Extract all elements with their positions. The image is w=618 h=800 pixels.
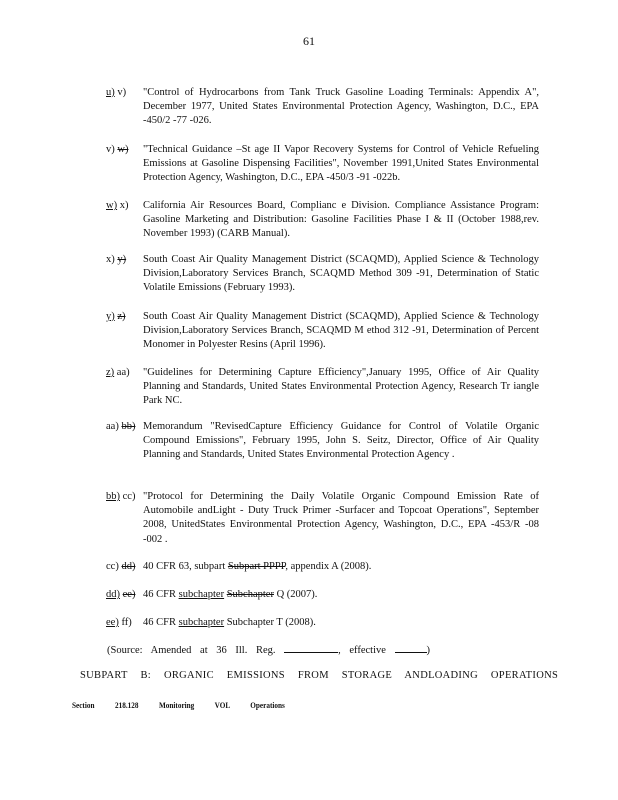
new-label: v) [106,144,115,155]
old-label: z) [117,311,126,322]
reference-entry [107,86,539,129]
entry-text: California Air Resources Board, Complianc e Division. Compliance Assistance Program: Gasoline Marketing and Distribution: Gasoline Facilities Phase I & II (October 1988,rev. November 1993) (CARB Manual). [143,200,539,240]
subpart-heading: SUBPART B: ORGANIC EMISSIONS FROM STORAGE ANDLOADING OPERATIONS [80,670,559,681]
entry-label [106,366,130,380]
new-label: ee) [106,617,119,628]
entry-text-part: 46 CFR [143,617,179,628]
new-label: z) [106,367,115,378]
reference-entry [107,490,539,547]
section-line: Section 218.128 Monitoring VOL Operations [72,700,285,710]
reference-entry [107,588,539,602]
old-label: dd) [121,561,136,572]
entry-text-part: Subchapter [226,589,274,600]
entry-label [106,420,135,434]
new-label: y) [106,311,115,322]
entry-text: South Coast Air Quality Management District (SCAQMD), Applied Science & Technology Division,Laboratory Services Branch, SCAQMD Method 309 -91, Determination of Static Volatile Emissions (February 1993). [143,254,539,294]
source-suffix: ) [426,645,431,656]
entry-label [106,560,135,574]
reference-entry [107,366,539,409]
old-label: y) [117,254,127,265]
entry-text: "Technical Guidance –St age II Vapor Recovery Systems for Control of Vehicle Refueling Emissions at Gasoline Dispensing Facilities", November 1991,United States Environmental Protection Agency, Washington, D.C., EPA -450/3 -91 -022b. [143,144,539,184]
entry-text: Memorandum "RevisedCapture Efficiency Guidance for Control of Volatile Organic Compound Emissions", February 1995, John S. Seitz, Director, Office of Air Quality Planning and Standards, United States Environmental Protection Agency . [143,421,539,461]
reference-entry [107,310,539,353]
entry-text: South Coast Air Quality Management District (SCAQMD), Applied Science & Technology Division,Laboratory Services Branch, SCAQMD M ethod 312 -91, Determination of Percent Monomer in Polyester Resins (April 1996). [143,311,539,351]
entry-text-part: , appendix A (2008). [285,561,372,572]
source-prefix: (Source: Amended at 36 Ill. Reg. [107,645,276,656]
old-label: ff) [121,617,132,628]
reference-entry [107,199,539,242]
old-label: w) [117,144,129,155]
source-middle: , effective [338,645,386,656]
old-label: aa) [116,367,130,378]
old-label: cc) [122,491,136,502]
entry-label [106,143,128,157]
new-label: aa) [106,421,119,432]
old-label: v) [117,87,127,98]
entry-text: "Protocol for Determining the Daily Volatile Organic Compound Emission Rate of Automobile andLight - Duty Truck Primer -Surfacer and Topcoat Operations", September 2008, UnitedStates Environmental Protection Agency, Washington, D.C., EPA -453/R -08 -002 . [143,491,539,545]
reg-blank [284,642,338,653]
entry-text-part: subchapter [178,617,225,628]
entry-text [143,560,539,574]
new-label: dd) [106,589,120,600]
new-label: u) [106,87,115,98]
date-blank [395,642,427,653]
entry-text-part: 40 CFR 63, subpart [143,561,228,572]
source-note [107,642,430,656]
reference-entry [107,616,539,630]
entry-label [106,310,126,324]
entry-label [106,86,126,100]
entry-text-part: Subchapter T (2008). [224,617,316,628]
reference-entry [107,253,539,296]
entry-text-part: Q (2007). [273,589,318,600]
old-label: bb) [121,421,136,432]
entry-text-part: Subpart PPPP [227,561,286,572]
new-label: x) [106,254,115,265]
new-label: cc) [106,561,119,572]
old-label: ee) [122,589,136,600]
reference-entry [107,143,539,186]
entry-label [106,588,135,602]
entry-text [143,588,539,602]
page-number: 61 [303,34,315,48]
entry-text-part: 46 CFR [143,589,179,600]
reference-entry [107,420,539,463]
entry-text-part: subchapter [178,589,225,600]
old-label: x) [119,200,129,211]
entry-label [106,616,132,630]
entry-label [106,490,135,504]
entry-label [106,199,128,213]
entry-text: "Guidelines for Determining Capture Efficiency",January 1995, Office of Air Quality Planning and Standards, United States Environmental Protection Agency, Research Tr iangle Park NC. [143,367,539,407]
entry-text: "Control of Hydrocarbons from Tank Truck Gasoline Loading Terminals: Appendix A", December 1977, United States Environmental Protection Agency, Washington, D.C., EPA -450/2 -77 -026. [143,87,539,127]
new-label: bb) [106,491,120,502]
reference-entry [107,560,539,574]
new-label: w) [106,200,118,211]
entry-label [106,253,126,267]
entry-text [143,616,539,630]
